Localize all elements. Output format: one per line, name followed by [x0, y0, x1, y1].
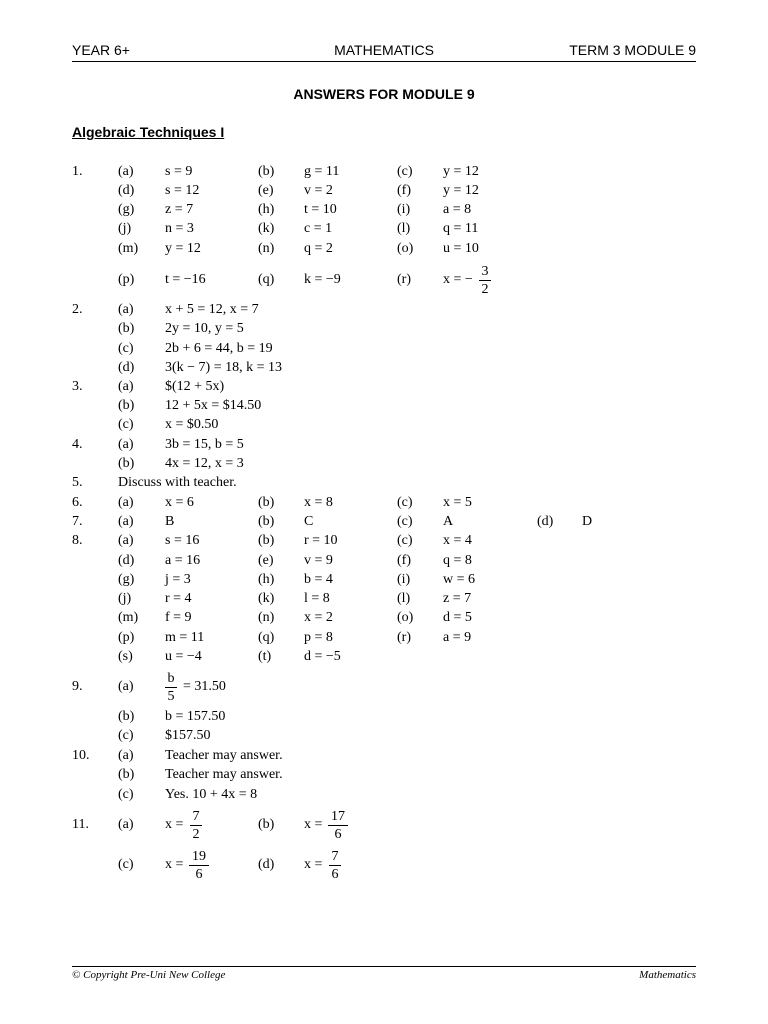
section-heading: Algebraic Techniques I	[72, 124, 225, 140]
q2-5-row-4-col-2: $(12 + 5x)	[165, 379, 225, 394]
q1-row-3-col-6: q = 11	[443, 221, 479, 236]
q1-row-2-col-5: (i)	[397, 202, 411, 217]
q9-number: 9.	[72, 679, 83, 694]
q2-5-row-8-col-1: (b)	[118, 456, 135, 471]
q1-row-0-col-3: (b)	[258, 164, 275, 179]
q11-number: 11.	[72, 817, 89, 832]
q8-row-3-col-5: (l)	[397, 591, 411, 606]
q1-row-3-col-5: (l)	[397, 221, 411, 236]
q1-row-0-col-6: y = 12	[443, 164, 479, 179]
q8-row-4-col-5: (o)	[397, 610, 414, 625]
q7-row-col-0: 7.	[72, 514, 83, 529]
q7-row-col-7: (d)	[537, 514, 554, 529]
q2-5-row-2-col-2: 2b + 6 = 44, b = 19	[165, 341, 273, 356]
q2-5-row-7-col-1: (a)	[118, 437, 134, 452]
q8-row-6-col-2: u = −4	[165, 649, 202, 664]
q10-row-0-col-0: 10.	[72, 748, 90, 763]
q1-row-0-col-5: (c)	[397, 164, 413, 179]
q8-row-5-col-5: (r)	[397, 630, 411, 645]
q11-b-fraction: 17 6	[328, 809, 348, 842]
q2-5-row-0-col-0: 2.	[72, 302, 83, 317]
q1-row-4-col-2: y = 12	[165, 241, 201, 256]
q8-row-6-col-3: (t)	[258, 649, 272, 664]
q10-row-0-col-1: (a)	[118, 748, 134, 763]
q7-row-col-4: C	[304, 514, 314, 529]
q8-row-2-col-5: (i)	[397, 572, 411, 587]
q1-row-4-col-1: (m)	[118, 241, 139, 256]
q8-row-0-col-6: x = 4	[443, 533, 472, 548]
q8-row-1-col-4: v = 9	[304, 553, 333, 568]
q11-a-label: (a)	[118, 817, 134, 832]
q7-row-col-5: (c)	[397, 514, 413, 529]
q2-5-row-9-col-1: Discuss with teacher.	[118, 475, 237, 490]
q6-row-col-5: (c)	[397, 495, 413, 510]
q1-r-fraction: 3 2	[479, 264, 491, 297]
q8-row-5-col-2: m = 11	[165, 630, 205, 645]
q1-row-3-col-2: n = 3	[165, 221, 194, 236]
q8-row-3-col-6: z = 7	[443, 591, 472, 606]
q9-b-label: (b)	[118, 709, 135, 724]
q8-row-2-col-6: w = 6	[443, 572, 476, 587]
page-header	[72, 42, 696, 62]
q7-row-col-6: A	[443, 514, 454, 529]
q11-c-prefix: x =	[165, 857, 184, 872]
q10-row-1-col-2: Teacher may answer.	[165, 767, 283, 782]
q2-5-row-3-col-2: 3(k − 7) = 18, k = 13	[165, 360, 283, 375]
q8-row-1-col-5: (f)	[397, 553, 411, 568]
q2-5-row-3-col-1: (d)	[118, 360, 135, 375]
q1-row-4-col-5: (o)	[397, 241, 414, 256]
q11-b-label: (b)	[258, 817, 275, 832]
q8-row-2-col-4: b = 4	[304, 572, 333, 587]
q2-5-row-7-col-0: 4.	[72, 437, 83, 452]
q11-d-prefix: x =	[304, 857, 323, 872]
q1-row-5-col-6: x = −	[443, 272, 473, 287]
q11-c-label: (c)	[118, 857, 134, 872]
q9-a-label: (a)	[118, 679, 134, 694]
q11-b-prefix: x =	[304, 817, 323, 832]
q1-row-0-col-0: 1.	[72, 164, 83, 179]
q8-row-4-col-3: (n)	[258, 610, 275, 625]
q1-row-5-col-1: (p)	[118, 272, 135, 287]
q10-row-2-col-1: (c)	[118, 787, 134, 802]
header-subject: MATHEMATICS	[334, 42, 434, 58]
q8-row-6-col-4: d = −5	[304, 649, 341, 664]
footer-subject: Mathematics	[639, 969, 696, 981]
q10-row-1-col-1: (b)	[118, 767, 135, 782]
q1-row-3-col-3: (k)	[258, 221, 275, 236]
q10-row-2-col-2: Yes. 10 + 4x = 8	[165, 787, 258, 802]
q6-row-col-4: x = 8	[304, 495, 333, 510]
q8-row-1-col-6: q = 8	[443, 553, 472, 568]
q8-row-4-col-1: (m)	[118, 610, 139, 625]
q8-row-0-col-4: r = 10	[304, 533, 338, 548]
q1-row-5-col-4: k = −9	[304, 272, 341, 287]
q8-row-4-col-6: d = 5	[443, 610, 472, 625]
q8-row-0-col-1: (a)	[118, 533, 134, 548]
q8-row-3-col-3: (k)	[258, 591, 275, 606]
q8-row-0-col-0: 8.	[72, 533, 83, 548]
q8-row-2-col-3: (h)	[258, 572, 275, 587]
q8-row-1-col-1: (d)	[118, 553, 135, 568]
q1-row-2-col-6: a = 8	[443, 202, 472, 217]
q11-a-fraction: 7 2	[190, 809, 202, 842]
q1-row-3-col-4: c = 1	[304, 221, 333, 236]
q8-row-0-col-5: (c)	[397, 533, 413, 548]
q1-row-5-col-5: (r)	[397, 272, 411, 287]
q1-row-2-col-4: t = 10	[304, 202, 337, 217]
q8-row-3-col-2: r = 4	[165, 591, 192, 606]
q6-row-col-1: (a)	[118, 495, 134, 510]
q1-row-5-col-3: (q)	[258, 272, 275, 287]
q1-row-4-col-6: u = 10	[443, 241, 479, 256]
q1-row-1-col-1: (d)	[118, 183, 135, 198]
q8-row-4-col-2: f = 9	[165, 610, 192, 625]
q2-5-row-1-col-2: 2y = 10, y = 5	[165, 321, 244, 336]
q9-a-rest: = 31.50	[183, 679, 226, 694]
q1-row-1-col-3: (e)	[258, 183, 274, 198]
q2-5-row-8-col-2: 4x = 12, x = 3	[165, 456, 244, 471]
q6-row-col-6: x = 5	[443, 495, 472, 510]
q1-row-2-col-1: (g)	[118, 202, 135, 217]
q1-row-2-col-2: z = 7	[165, 202, 194, 217]
q7-row-col-3: (b)	[258, 514, 275, 529]
q2-5-row-1-col-1: (b)	[118, 321, 135, 336]
q8-row-3-col-1: (j)	[118, 591, 132, 606]
q2-5-row-5-col-1: (b)	[118, 398, 135, 413]
q1-row-4-col-4: q = 2	[304, 241, 333, 256]
q2-5-row-6-col-1: (c)	[118, 417, 134, 432]
q9-b-text: b = 157.50	[165, 709, 226, 724]
q11-d-label: (d)	[258, 857, 275, 872]
q2-5-row-0-col-1: (a)	[118, 302, 134, 317]
q8-row-5-col-4: p = 8	[304, 630, 333, 645]
q7-row-col-8: D	[582, 514, 593, 529]
q2-5-row-4-col-0: 3.	[72, 379, 83, 394]
q1-row-1-col-5: (f)	[397, 183, 411, 198]
q2-5-row-4-col-1: (a)	[118, 379, 134, 394]
q8-row-5-col-1: (p)	[118, 630, 135, 645]
q7-row-col-2: B	[165, 514, 175, 529]
footer-copyright: © Copyright Pre-Uni New College	[72, 969, 226, 981]
header-module: TERM 3 MODULE 9	[569, 42, 696, 58]
q7-row-col-1: (a)	[118, 514, 134, 529]
q2-5-row-6-col-2: x = $0.50	[165, 417, 219, 432]
q8-row-6-col-1: (s)	[118, 649, 133, 664]
q1-row-1-col-2: s = 12	[165, 183, 200, 198]
header-year: YEAR 6+	[72, 42, 130, 58]
q11-c-fraction: 19 6	[189, 849, 209, 882]
q8-row-1-col-3: (e)	[258, 553, 274, 568]
q6-row-col-3: (b)	[258, 495, 275, 510]
q1-row-1-col-6: y = 12	[443, 183, 479, 198]
q2-5-row-0-col-2: x + 5 = 12, x = 7	[165, 302, 259, 317]
q1-row-0-col-4: g = 11	[304, 164, 340, 179]
q1-row-3-col-1: (j)	[118, 221, 132, 236]
q2-5-row-2-col-1: (c)	[118, 341, 134, 356]
q2-5-row-7-col-2: 3b = 15, b = 5	[165, 437, 244, 452]
q6-row-col-0: 6.	[72, 495, 83, 510]
q8-row-3-col-4: l = 8	[304, 591, 330, 606]
q8-row-0-col-3: (b)	[258, 533, 275, 548]
q11-a-prefix: x =	[165, 817, 184, 832]
q9-c-label: (c)	[118, 728, 134, 743]
q9-c-text: $157.50	[165, 728, 211, 743]
q8-row-5-col-3: (q)	[258, 630, 275, 645]
q1-row-0-col-2: s = 9	[165, 164, 193, 179]
page-title: ANSWERS FOR MODULE 9	[293, 86, 475, 102]
q8-row-4-col-4: x = 2	[304, 610, 333, 625]
q8-row-0-col-2: s = 16	[165, 533, 200, 548]
page-footer	[72, 966, 696, 981]
q1-row-5-col-2: t = −16	[165, 272, 206, 287]
q11-d-fraction: 7 6	[329, 849, 341, 882]
q8-row-1-col-2: a = 16	[165, 553, 201, 568]
q6-row-col-2: x = 6	[165, 495, 194, 510]
q2-5-row-5-col-2: 12 + 5x = $14.50	[165, 398, 262, 413]
q8-row-2-col-1: (g)	[118, 572, 135, 587]
q8-row-2-col-2: j = 3	[165, 572, 191, 587]
q9-a-fraction: b 5	[165, 671, 177, 704]
q1-row-0-col-1: (a)	[118, 164, 134, 179]
q2-5-row-9-col-0: 5.	[72, 475, 83, 490]
q10-row-0-col-2: Teacher may answer.	[165, 748, 283, 763]
q1-row-1-col-4: v = 2	[304, 183, 333, 198]
q1-row-4-col-3: (n)	[258, 241, 275, 256]
q1-row-2-col-3: (h)	[258, 202, 275, 217]
q8-row-5-col-6: a = 9	[443, 630, 472, 645]
